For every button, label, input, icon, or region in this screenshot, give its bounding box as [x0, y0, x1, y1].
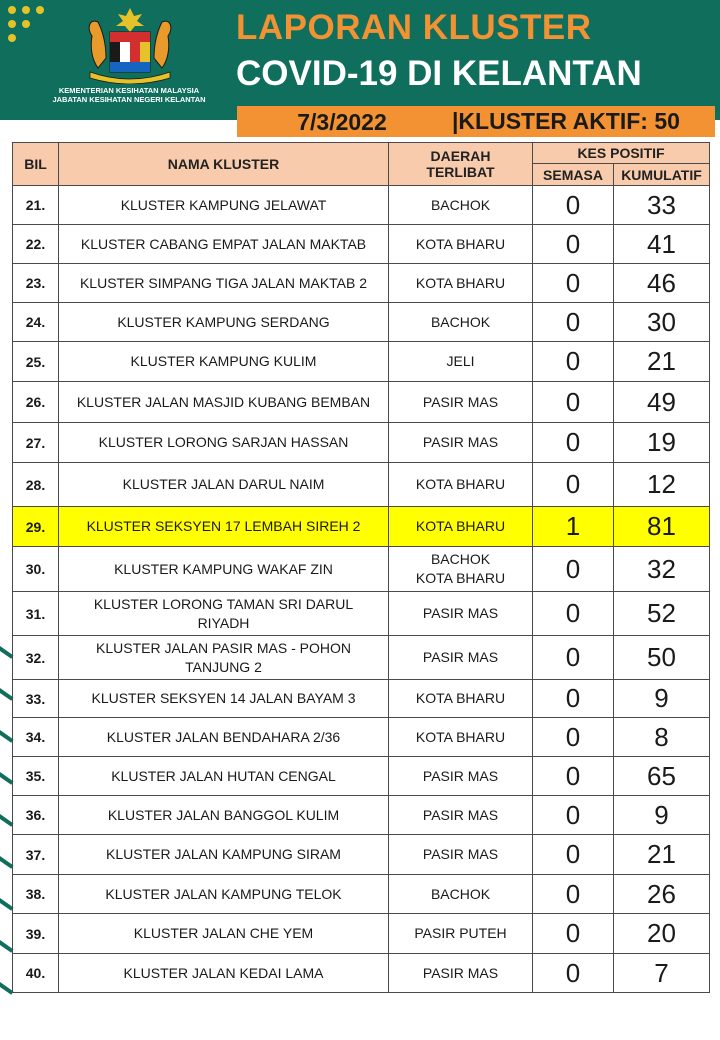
cell-bil — [13, 835, 59, 875]
cell-semasa-line-1: 0 — [565, 799, 581, 830]
cell-nama-kluster — [59, 592, 389, 636]
cell-bil — [13, 264, 59, 303]
cell-semasa — [533, 636, 614, 680]
cell-semasa — [533, 875, 614, 914]
table-row — [13, 796, 710, 835]
cell-daerah — [389, 507, 533, 547]
cell-semasa-line-1: 0 — [565, 427, 581, 457]
cell-kumulatif — [614, 914, 710, 954]
cell-nama-kluster-line-1: KLUSTER SIMPANG TIGA JALAN MAKTAB 2 — [79, 274, 368, 291]
table-row — [13, 507, 710, 547]
cell-bil-line-1: 31. — [25, 605, 46, 622]
table-row — [13, 382, 710, 423]
cell-semasa — [533, 423, 614, 463]
active-cluster-count: |KLUSTER AKTIF: 50 — [452, 108, 680, 134]
cell-semasa — [533, 463, 614, 507]
cell-bil-line-1: 25. — [25, 353, 46, 370]
cell-daerah — [389, 547, 533, 592]
cell-nama-kluster — [59, 463, 389, 507]
cell-bil — [13, 680, 59, 718]
cell-nama-kluster-line-1: KLUSTER JALAN KAMPUNG TELOK — [105, 885, 342, 902]
header-daerah-line-1: DAERAH — [430, 148, 491, 164]
cell-daerah — [389, 875, 533, 914]
cell-kumulatif — [614, 718, 710, 757]
cell-semasa-line-1: 1 — [565, 511, 581, 541]
cell-bil-line-1: 39. — [25, 925, 46, 942]
cell-kumulatif — [614, 680, 710, 718]
cell-semasa-line-1: 0 — [565, 386, 581, 417]
cell-daerah — [389, 423, 533, 463]
cell-semasa-line-1: 0 — [565, 306, 581, 337]
cell-bil — [13, 382, 59, 423]
cell-nama-kluster — [59, 303, 389, 342]
cell-daerah — [389, 636, 533, 680]
cell-daerah — [389, 342, 533, 382]
cell-kumulatif — [614, 507, 710, 547]
cell-daerah — [389, 835, 533, 875]
cell-bil-line-1: 24. — [25, 314, 46, 330]
cell-daerah — [389, 186, 533, 225]
cell-semasa — [533, 225, 614, 264]
table-row — [13, 718, 710, 757]
cell-semasa — [533, 186, 614, 225]
date-bar — [237, 106, 715, 137]
table-row — [13, 225, 710, 264]
cell-bil-line-1: 28. — [25, 476, 46, 493]
cell-semasa-line-1: 0 — [565, 760, 581, 791]
cell-nama-kluster-line-2: RIYADH — [197, 614, 250, 631]
cell-kumulatif — [614, 796, 710, 835]
cell-nama-kluster — [59, 423, 389, 463]
cell-semasa-line-1: 0 — [565, 189, 581, 220]
cell-daerah-line-1: PASIR MAS — [422, 846, 499, 862]
cell-nama-kluster-line-1: KLUSTER SEKSYEN 14 JALAN BAYAM 3 — [91, 690, 356, 706]
cell-kumulatif-line-1: 20 — [647, 918, 676, 948]
cell-bil — [13, 547, 59, 592]
cell-kumulatif-line-1: 49 — [647, 386, 676, 417]
cell-bil-line-1: 37. — [25, 846, 46, 863]
cell-bil-line-1: 26. — [25, 394, 46, 410]
cell-semasa-line-1: 0 — [565, 878, 581, 909]
cell-nama-kluster-line-1: KLUSTER CABANG EMPAT JALAN MAKTAB — [80, 235, 367, 252]
cell-bil — [13, 423, 59, 463]
header-nama-kluster: NAMA KLUSTER — [59, 143, 389, 186]
table-row — [13, 264, 710, 303]
cell-daerah-line-1: KOTA BHARU — [415, 728, 506, 745]
cell-kumulatif-line-1: 32 — [647, 553, 676, 584]
cell-kumulatif-line-1: 52 — [647, 598, 676, 628]
cluster-table-body — [13, 186, 710, 993]
cell-kumulatif — [614, 463, 710, 507]
table-row — [13, 875, 710, 914]
header-daerah-line-2: TERLIBAT — [426, 164, 495, 180]
cell-nama-kluster — [59, 914, 389, 954]
cell-semasa — [533, 264, 614, 303]
cell-daerah-line-1: PASIR PUTEH — [414, 925, 507, 941]
cell-semasa-line-1: 0 — [565, 721, 581, 752]
cell-daerah — [389, 264, 533, 303]
table-row — [13, 592, 710, 636]
report-date: 7/3/2022 — [297, 109, 387, 135]
cell-semasa — [533, 342, 614, 382]
cell-bil — [13, 225, 59, 264]
header-banner — [0, 0, 720, 120]
ministry-line-1: KEMENTERIAN KESIHATAN MALAYSIA — [58, 86, 200, 95]
cell-nama-kluster-line-1: KLUSTER JALAN KAMPUNG SIRAM — [106, 846, 341, 862]
cell-daerah-line-1: BACHOK — [430, 196, 491, 213]
cell-nama-kluster — [59, 875, 389, 914]
cell-bil-line-1: 21. — [25, 197, 46, 213]
cell-semasa — [533, 507, 614, 547]
cell-bil — [13, 636, 59, 680]
cell-bil-line-1: 34. — [25, 729, 46, 745]
cell-nama-kluster-line-1: KLUSTER KAMPUNG JELAWAT — [120, 196, 327, 213]
cluster-table — [12, 142, 710, 993]
cell-nama-kluster — [59, 342, 389, 382]
header-semasa: SEMASA — [533, 164, 614, 186]
cell-nama-kluster-line-1: KLUSTER JALAN MASJID KUBANG BEMBAN — [76, 393, 371, 410]
table-row — [13, 680, 710, 718]
cell-daerah — [389, 303, 533, 342]
cell-daerah — [389, 914, 533, 954]
report-title: LAPORAN KLUSTER — [236, 8, 592, 47]
cell-daerah-line-1: PASIR MAS — [422, 806, 499, 823]
cell-nama-kluster-line-1: KLUSTER JALAN CHE YEM — [133, 925, 314, 941]
cell-daerah — [389, 680, 533, 718]
cell-daerah — [389, 463, 533, 507]
cell-nama-kluster-line-1: KLUSTER LORONG TAMAN SRI DARUL — [93, 595, 354, 612]
cell-kumulatif — [614, 636, 710, 680]
ministry-name — [34, 86, 224, 104]
cell-semasa-line-1: 0 — [565, 839, 581, 869]
table-row — [13, 636, 710, 680]
cell-semasa — [533, 796, 614, 835]
cell-daerah-line-1: PASIR MAS — [422, 605, 499, 621]
cell-daerah-line-1: KOTA BHARU — [415, 690, 506, 706]
cell-bil-line-1: 33. — [25, 690, 46, 707]
cell-kumulatif-line-1: 33 — [647, 189, 676, 220]
cell-nama-kluster-line-1: KLUSTER LORONG SARJAN HASSAN — [98, 434, 349, 450]
cell-semasa-line-1: 0 — [565, 642, 581, 672]
cell-semasa-line-1: 0 — [565, 683, 581, 713]
cell-nama-kluster-line-1: KLUSTER JALAN DARUL NAIM — [122, 476, 325, 492]
cell-daerah-line-1: PASIR MAS — [422, 434, 499, 450]
table-row — [13, 914, 710, 954]
cell-nama-kluster-line-1: KLUSTER JALAN PASIR MAS - POHON — [96, 639, 351, 656]
cell-bil-line-1: 27. — [25, 434, 46, 451]
cell-daerah-line-1: KOTA BHARU — [415, 476, 506, 492]
cell-kumulatif-line-1: 41 — [647, 228, 676, 259]
cell-kumulatif-line-1: 8 — [654, 721, 669, 752]
cell-kumulatif — [614, 423, 710, 463]
cell-daerah — [389, 954, 533, 993]
cell-nama-kluster-line-1: KLUSTER SEKSYEN 17 LEMBAH SIREH 2 — [86, 518, 361, 534]
cell-semasa — [533, 303, 614, 342]
table-row — [13, 463, 710, 507]
cell-nama-kluster — [59, 186, 389, 225]
cell-nama-kluster — [59, 382, 389, 423]
cell-nama-kluster-line-1: KLUSTER JALAN BANGGOL KULIM — [107, 806, 340, 823]
cell-bil-line-1: 30. — [25, 561, 46, 577]
header-daerah-terlibat — [389, 143, 533, 186]
table-row — [13, 835, 710, 875]
cell-semasa — [533, 757, 614, 796]
cell-nama-kluster — [59, 718, 389, 757]
cell-semasa — [533, 680, 614, 718]
cell-nama-kluster-line-1: KLUSTER KAMPUNG KULIM — [130, 353, 317, 369]
cell-bil — [13, 954, 59, 993]
cell-semasa-line-1: 0 — [565, 469, 581, 499]
cell-bil-line-1: 22. — [25, 236, 46, 252]
cell-kumulatif — [614, 225, 710, 264]
cell-daerah-line-1: PASIR MAS — [422, 649, 499, 665]
cell-semasa-line-1: 0 — [565, 228, 581, 259]
cell-kumulatif — [614, 547, 710, 592]
malaysia-coat-of-arms-icon — [72, 6, 188, 84]
cell-daerah-line-1: PASIR MAS — [422, 767, 499, 784]
cell-bil — [13, 757, 59, 796]
cell-bil-line-1: 29. — [25, 518, 46, 535]
cell-semasa — [533, 954, 614, 993]
cell-semasa-line-1: 0 — [565, 957, 581, 988]
cell-daerah-line-1: BACHOK — [430, 551, 491, 567]
cell-bil-line-1: 23. — [25, 275, 46, 291]
cell-bil — [13, 463, 59, 507]
cell-kumulatif — [614, 186, 710, 225]
cell-daerah-line-1: JELI — [446, 353, 475, 369]
cell-bil-line-1: 36. — [25, 807, 46, 823]
cell-semasa — [533, 547, 614, 592]
cell-kumulatif — [614, 342, 710, 382]
table-row — [13, 423, 710, 463]
cell-daerah-line-2: KOTA BHARU — [415, 570, 506, 586]
table-row — [13, 757, 710, 796]
cell-kumulatif — [614, 875, 710, 914]
cell-daerah — [389, 718, 533, 757]
cell-nama-kluster — [59, 636, 389, 680]
cell-daerah-line-1: KOTA BHARU — [415, 518, 506, 534]
cell-bil — [13, 303, 59, 342]
cell-semasa — [533, 592, 614, 636]
cell-bil-line-1: 32. — [25, 649, 46, 666]
cell-nama-kluster — [59, 680, 389, 718]
cell-nama-kluster-line-1: KLUSTER KAMPUNG WAKAF ZIN — [114, 560, 333, 577]
cell-bil-line-1: 38. — [25, 886, 46, 902]
ministry-line-2: JABATAN KESIHATAN NEGERI KELANTAN — [52, 95, 206, 104]
cell-kumulatif-line-1: 46 — [647, 267, 676, 298]
cell-nama-kluster — [59, 264, 389, 303]
cell-kumulatif-line-1: 81 — [647, 511, 676, 541]
cell-semasa-line-1: 0 — [565, 267, 581, 298]
cell-nama-kluster — [59, 835, 389, 875]
cell-daerah — [389, 592, 533, 636]
cell-bil — [13, 342, 59, 382]
cell-nama-kluster-line-2: TANJUNG 2 — [185, 658, 262, 675]
cell-kumulatif-line-1: 12 — [647, 469, 676, 499]
cell-daerah-line-1: KOTA BHARU — [415, 235, 506, 252]
cell-daerah — [389, 225, 533, 264]
cell-bil-line-1: 40. — [25, 965, 46, 981]
cell-semasa — [533, 718, 614, 757]
cell-semasa-line-1: 0 — [565, 598, 581, 628]
cell-semasa — [533, 382, 614, 423]
cell-semasa — [533, 914, 614, 954]
cell-daerah-line-1: BACHOK — [430, 885, 491, 902]
table-row — [13, 954, 710, 993]
cell-kumulatif — [614, 264, 710, 303]
cell-kumulatif-line-1: 21 — [647, 839, 676, 869]
cell-bil — [13, 507, 59, 547]
cell-semasa — [533, 835, 614, 875]
table-row — [13, 547, 710, 592]
table-row — [13, 342, 710, 382]
cell-kumulatif — [614, 592, 710, 636]
cell-kumulatif — [614, 303, 710, 342]
cell-daerah-line-1: BACHOK — [430, 313, 491, 330]
cell-bil — [13, 914, 59, 954]
cell-daerah — [389, 796, 533, 835]
cell-kumulatif-line-1: 26 — [647, 878, 676, 909]
cell-semasa-line-1: 0 — [565, 553, 581, 584]
cell-bil — [13, 186, 59, 225]
header-kumulatif: KUMULATIF — [614, 164, 710, 186]
cell-bil — [13, 796, 59, 835]
table-row — [13, 186, 710, 225]
cell-nama-kluster-line-1: KLUSTER JALAN KEDAI LAMA — [123, 964, 324, 981]
cell-bil — [13, 718, 59, 757]
cell-kumulatif — [614, 835, 710, 875]
cell-kumulatif-line-1: 21 — [647, 346, 676, 376]
cell-nama-kluster-line-1: KLUSTER JALAN BENDAHARA 2/36 — [106, 728, 341, 745]
cell-kumulatif-line-1: 9 — [654, 683, 669, 713]
cell-nama-kluster — [59, 507, 389, 547]
cell-daerah — [389, 382, 533, 423]
header-bil: BIL — [13, 143, 59, 186]
cell-kumulatif — [614, 382, 710, 423]
cell-nama-kluster — [59, 757, 389, 796]
cell-kumulatif-line-1: 65 — [647, 760, 676, 791]
cell-bil-line-1: 35. — [25, 768, 46, 784]
report-subtitle: COVID-19 DI KELANTAN — [236, 54, 642, 93]
cell-nama-kluster — [59, 954, 389, 993]
cell-nama-kluster — [59, 225, 389, 264]
cell-bil — [13, 592, 59, 636]
cell-daerah — [389, 757, 533, 796]
cell-kumulatif — [614, 757, 710, 796]
table-row — [13, 303, 710, 342]
cell-kumulatif-line-1: 7 — [654, 957, 669, 988]
cell-daerah-line-1: PASIR MAS — [422, 393, 499, 410]
cell-daerah-line-1: PASIR MAS — [422, 964, 499, 981]
cell-kumulatif-line-1: 9 — [654, 799, 669, 830]
cell-nama-kluster-line-1: KLUSTER JALAN HUTAN CENGAL — [111, 767, 336, 784]
cell-kumulatif-line-1: 30 — [647, 306, 676, 337]
cell-kumulatif-line-1: 19 — [647, 427, 676, 457]
cell-kumulatif — [614, 954, 710, 993]
header-kes-positif: KES POSITIF — [533, 143, 710, 164]
cell-nama-kluster — [59, 796, 389, 835]
cell-semasa-line-1: 0 — [565, 346, 581, 376]
cell-nama-kluster-line-1: KLUSTER KAMPUNG SERDANG — [117, 313, 330, 330]
cell-daerah-line-1: KOTA BHARU — [415, 274, 506, 291]
cell-bil — [13, 875, 59, 914]
cell-semasa-line-1: 0 — [565, 918, 581, 948]
cell-kumulatif-line-1: 50 — [647, 642, 676, 672]
cell-nama-kluster — [59, 547, 389, 592]
